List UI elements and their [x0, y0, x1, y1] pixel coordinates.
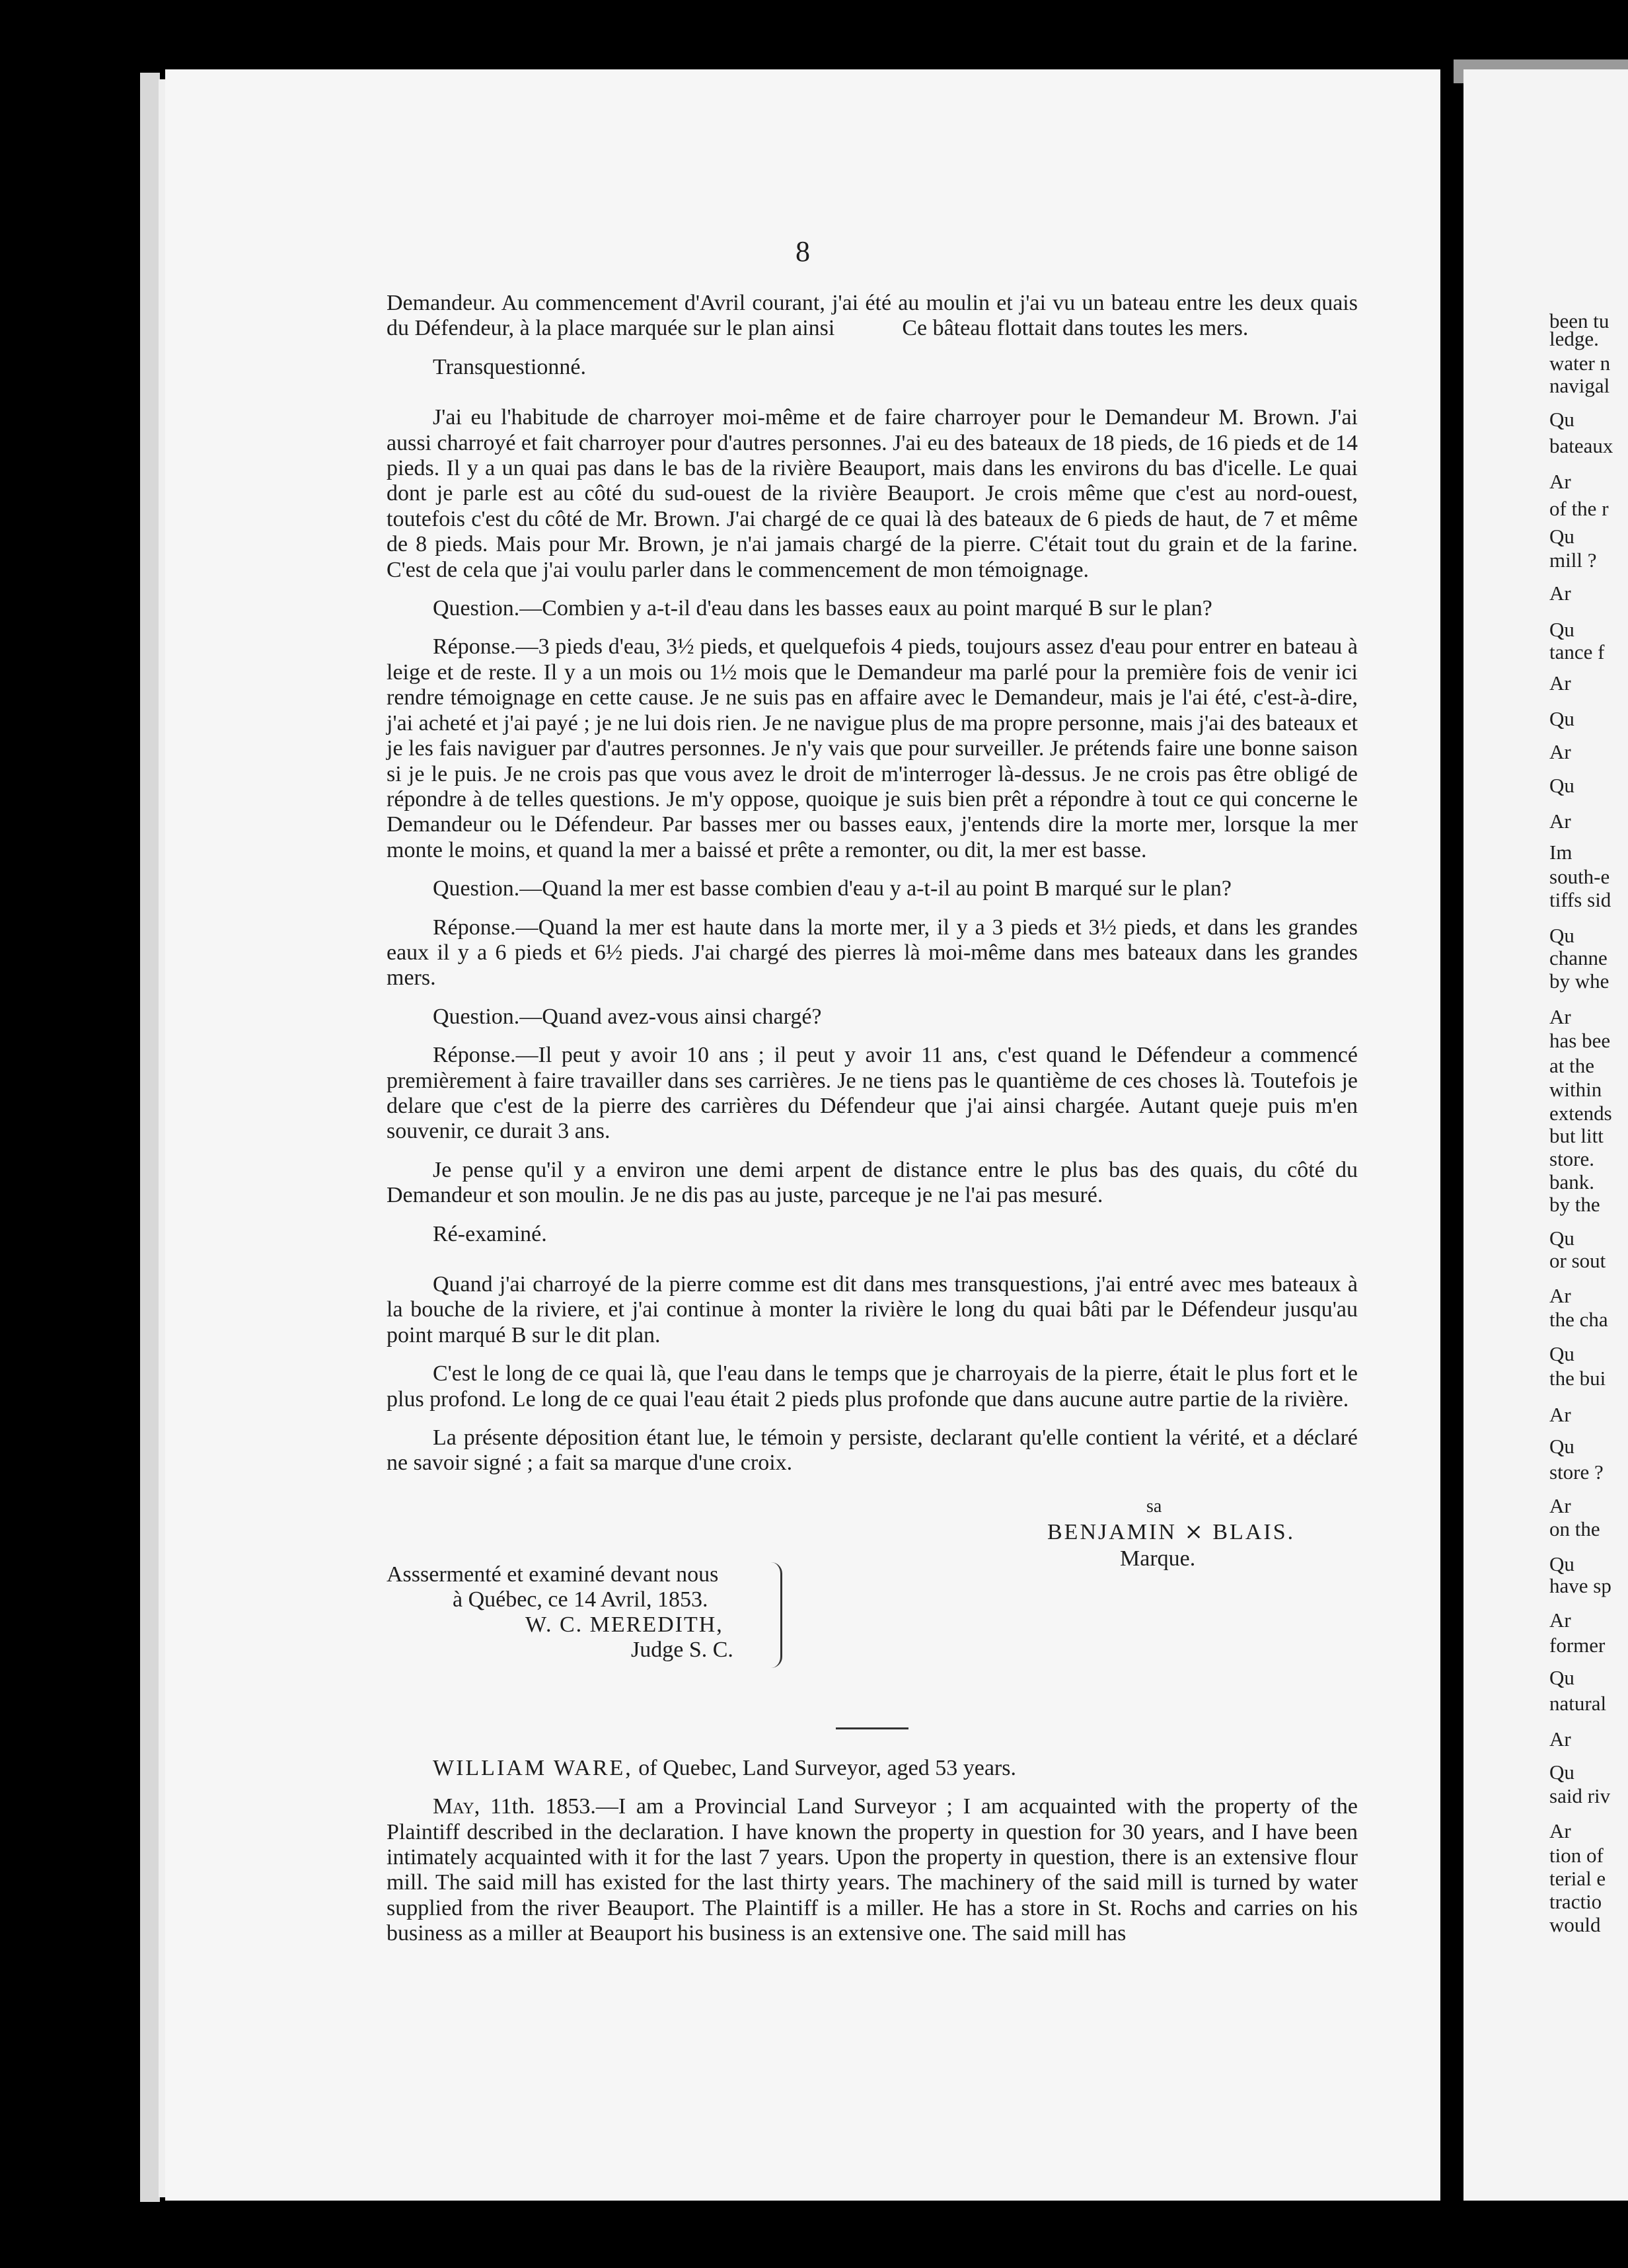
adjacent-page-fragment: said riv — [1549, 1784, 1611, 1807]
adjacent-page-fragment: Qu — [1549, 618, 1574, 641]
adjacent-page-fragment: Ar — [1549, 1727, 1571, 1751]
paragraph: Quand j'ai charroyé de la pierre comme est dit dans mes transquestions, j'ai entré avec mes bateaux à la bouche de la riviere, et j'ai continue à monter la rivière le long du quai bâti par le Défendeur jusqu'au point marqué B sur le dit plan. — [387, 1272, 1358, 1347]
judge-name: W. C. MEREDITH, — [525, 1612, 723, 1637]
adjacent-page-fragment: on the — [1549, 1517, 1600, 1540]
adjacent-page-fragment: but litt — [1549, 1124, 1604, 1147]
adjacent-page-fragment: Ar — [1549, 1819, 1571, 1842]
question: Question.—Quand avez-vous ainsi chargé? — [433, 1004, 822, 1029]
adjacent-page-fragment: Qu — [1549, 707, 1574, 730]
adjacent-page-fragment: Ar — [1549, 740, 1571, 763]
adjacent-page-fragment: by whe — [1549, 969, 1610, 993]
adjacent-page-fragment: Qu — [1549, 408, 1574, 431]
paragraph — [387, 1794, 1358, 1946]
adjacent-page-fragment: Qu — [1549, 774, 1574, 797]
answer: Réponse.—Quand la mer est haute dans la morte mer, il y a 3 pieds et 3½ pieds, et dans les grandes eaux il y a 6 pieds et 6½ pieds. J'ai chargé des pierres là moi-même dans mes bateaux dans les grandes mers. — [387, 915, 1358, 991]
adjacent-page-fragment: would — [1549, 1913, 1601, 1936]
adjacent-page-fragment: been tu — [1549, 309, 1610, 332]
adjacent-page-fragment: navigal — [1549, 374, 1610, 397]
document-page — [165, 69, 1440, 2201]
adjacent-page-fragment: Qu — [1549, 1227, 1574, 1250]
adjacent-page-fragment: Ar — [1549, 1608, 1571, 1632]
brace — [771, 1562, 782, 1668]
adjacent-page-fragment: Ar — [1549, 1005, 1571, 1028]
date-month: May — [433, 1794, 474, 1819]
adjacent-page-fragment: tractio — [1549, 1890, 1602, 1913]
adjacent-page-fragment: Qu — [1549, 1760, 1574, 1784]
adjacent-page-fragment: Ar — [1549, 1494, 1571, 1517]
adjacent-page-fragment: water n — [1549, 352, 1611, 375]
answer: Réponse.—3 pieds d'eau, 3½ pieds, et quelquefois 4 pieds, toujours assez d'eau pour entrer en bateau à leige et de reste. Il y a un mois ou 1½ mois que le Demandeur ma parlé pour la première fois de venir ici rendre témoignage en cette cause. Je ne suis pas en affaire avec le Demandeur, mais je l'ai été, c'est-à-dire, j'ai acheté et j'ai payé ; je ne lui dois rien. Je ne navigue plus de ma propre personne, mais j'ai des bateaux et je les fais naviguer par d'autres personnes. Je n'y vais que pour surveiller. Je prétends faire une bonne saison si je le puis. Je ne crois pas que vous avez le droit de m'interroger là-dessus. Je ne crois pas être obligé de répondre à de telles questions. Je m'y oppose, quoique je suis bien prêt a répondre à tout ce qui concerne le Demandeur ou le Défendeur. Par basses mer ou basses eaux, j'entends dire la morte mer, lorsque la mer monte le moins, et quand la mer a baissé et prête a remonter, ou dit, la mer est basse. — [387, 634, 1358, 862]
answer: Réponse.—Il peut y avoir 10 ans ; il peut y avoir 11 ans, c'est quand le Défendeur a commencé premièrement à faire travailler dans ses carrières. Je ne tiens pas le quantième de ces choses là. Toutefois je delare que c'est de la pierre des carrières du Défendeur que j'ai ainsi chargée. Autant queje puis m'en souvenir, ce durait 3 ans. — [387, 1043, 1358, 1144]
adjacent-page-fragment: extends — [1549, 1102, 1612, 1125]
adjacent-page-fragment: Ar — [1549, 671, 1571, 695]
adjacent-page-fragment: within — [1549, 1078, 1602, 1101]
adjacent-page-fragment: Ar — [1549, 582, 1571, 605]
question: Question.—Combien y a-t-il d'eau dans les basses eaux au point marqué B sur le plan? — [433, 596, 1212, 621]
signature-sa: sa — [1146, 1495, 1162, 1517]
adjacent-page-fragment: has bee — [1549, 1029, 1611, 1052]
text-column — [387, 291, 1358, 1960]
paragraph: Demandeur. Au commencement d'Avril courant, j'ai été au moulin et j'ai vu un bateau entre les deux quais du Défendeur, à la place marquée sur le plan ainsi Ce bâteau flottait dans toutes les mers. — [387, 291, 1358, 341]
sworn-statement — [387, 1562, 1358, 1694]
adjacent-page-fragment: Qu — [1549, 924, 1574, 947]
sworn-line: à Québec, ce 14 Avril, 1853. — [453, 1587, 708, 1612]
page-edge — [140, 73, 160, 2202]
adjacent-page-fragment: Qu — [1549, 1552, 1574, 1575]
adjacent-page-fragment: natural — [1549, 1692, 1607, 1715]
adjacent-page-fragment: at the — [1549, 1054, 1594, 1077]
adjacent-page-fragment: of the r — [1549, 497, 1609, 520]
adjacent-page-fragment: bateaux — [1549, 434, 1613, 457]
adjacent-page-fragment: the bui — [1549, 1367, 1606, 1390]
adjacent-page-fragment: Im — [1549, 841, 1572, 864]
adjacent-page-fragment: Ar — [1549, 1403, 1571, 1426]
adjacent-page-fragment: tiffs sid — [1549, 888, 1611, 911]
adjacent-page-fragment: tion of — [1549, 1844, 1604, 1867]
witness-intro — [387, 1756, 1358, 1781]
paragraph: C'est le long de ce quai là, que l'eau dans le temps que je charroyais de la pierre, était le plus fort et le plus profond. Le long de ce quai l'eau était 2 pieds plus profonde que dans aucune autre partie de la rivière. — [387, 1361, 1358, 1412]
adjacent-page-fragment: tance f — [1549, 640, 1605, 663]
adjacent-page-fragment: ledge. — [1549, 327, 1599, 350]
section-heading-transquestionne: Transquestionné. — [433, 354, 587, 379]
adjacent-page-fragment: the cha — [1549, 1308, 1608, 1331]
sworn-line: Asssermenté et examiné devant nous — [387, 1562, 719, 1587]
adjacent-page-fragment: Qu — [1549, 1435, 1574, 1458]
adjacent-page-fragment: Qu — [1549, 1666, 1574, 1689]
adjacent-page-fragment: mill ? — [1549, 548, 1597, 572]
paragraph: J'ai eu l'habitude de charroyer moi-même et de faire charroyer pour le Demandeur M. Brown. J'ai aussi charroyé et fait charroyer pour d'autres personnes. J'ai eu des bateaux de 18 pieds, de 16 pieds et de 14 pieds. Il y a un quai pas dans le bas de la rivière Beauport, mais dans les environs du bas d'icelle. Le quai dont je parle est au côté du sud-ouest de la rivière Beauport. Je crois même que c'est au nord-ouest, toutefois c'est du côté de Mr. Brown. J'ai chargé de ce quai là des bateaux de 6 pieds de haut, de 7 et même de 8 pieds. Mais pour Mr. Brown, je n'ai jamais chargé de la pierre. C'était tout du grain et de la farine. C'est de cela que j'ai voulu parler dans le commencement de mon témoignage. — [387, 405, 1358, 582]
signature-name: BENJAMIN ⨯ BLAIS. — [1047, 1519, 1296, 1544]
adjacent-page-fragment: south-e — [1549, 865, 1610, 888]
section-heading-reexamine: Ré-examiné. — [433, 1221, 547, 1246]
adjacent-page-fragment: channe — [1549, 946, 1608, 969]
adjacent-page-fragment: Ar — [1549, 1284, 1571, 1307]
adjacent-page-fragment: terial e — [1549, 1867, 1606, 1890]
question: Question.—Quand la mer est basse combien d'eau y a-t-il au point B marqué sur le plan? — [433, 876, 1232, 901]
witness-description: of Quebec, Land Surveyor, aged 53 years. — [632, 1755, 1016, 1780]
witness-name: WILLIAM WARE, — [433, 1755, 633, 1780]
paragraph: La présente déposition étant lue, le témoin y persiste, declarant qu'elle contient la vérité, et a déclaré ne savoir signé ; a fait sa marque d'une croix. — [387, 1425, 1358, 1476]
adjacent-page-fragment: Qu — [1549, 525, 1574, 548]
adjacent-page-fragment: or sout — [1549, 1249, 1606, 1272]
page-number: 8 — [796, 235, 810, 268]
adjacent-page-fragment: Ar — [1549, 470, 1571, 493]
adjacent-page-fragment: store ? — [1549, 1460, 1604, 1484]
adjacent-page-fragment: former — [1549, 1634, 1606, 1657]
adjacent-page-fragment: by the — [1549, 1193, 1600, 1216]
adjacent-page-fragment: Qu — [1549, 1342, 1574, 1365]
adjacent-page-fragment: have sp — [1549, 1574, 1611, 1597]
adjacent-page-fragment: bank. — [1549, 1170, 1595, 1193]
separator-rule — [836, 1727, 908, 1729]
signature-marque: Marque. — [1120, 1546, 1196, 1571]
paragraph: Je pense qu'il y a environ une demi arpent de distance entre le plus bas des quais, du côté du Demandeur et son moulin. Je ne dis pas au juste, parceque je ne l'ai pas mesuré. — [387, 1157, 1358, 1208]
adjacent-page-fragment: store. — [1549, 1147, 1595, 1170]
judge-title: Judge S. C. — [631, 1637, 733, 1662]
adjacent-page-fragment: Ar — [1549, 810, 1571, 833]
testimony-text: , 11th. 1853.—I am a Provincial Land Surveyor ; I am acquainted with the property of the Plaintiff described in the declaration. I have known the property in question for 30 years, and I have been intimately acquainted with it for the last 7 years. Upon the property in question, there is an extensive flour mill. The said mill has existed for the last thirty years. The machinery of the said mill is turned by water supplied from the river Beauport. The Plaintiff is a miller. He has a store in St. Rochs and carries on his business as a miller at Beauport his business is an extensive one. The said mill has — [387, 1794, 1358, 1946]
